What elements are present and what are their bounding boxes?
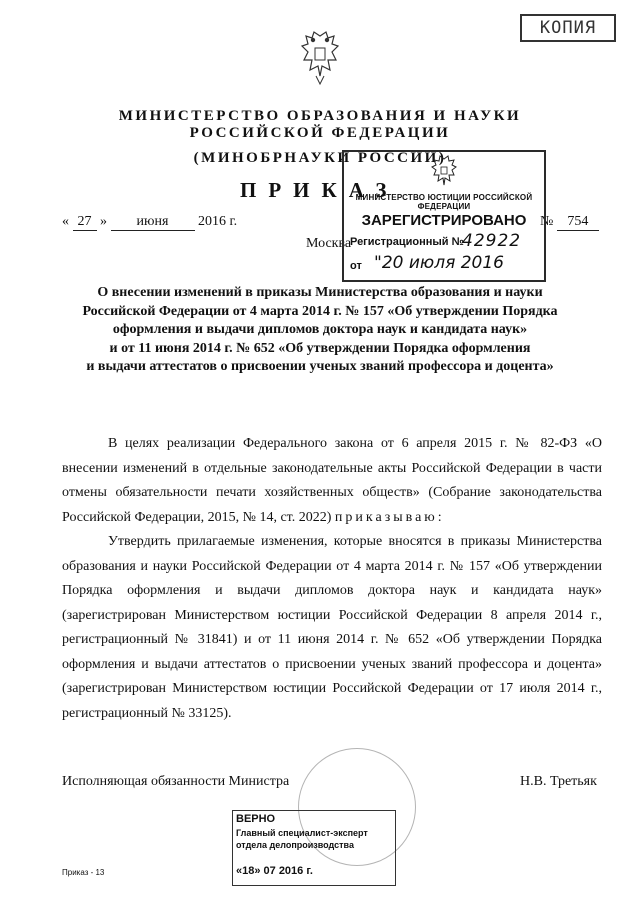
title-line: и выдачи аттестатов о присвоении ученых званий профессора и доцента»: [86, 359, 554, 374]
order-title: [70, 284, 570, 377]
stamp-status: ЗАРЕГИСТРИРОВАНО: [361, 212, 527, 229]
title-line: Российской Федерации от 4 марта 2014 г. № 157 «Об утверждении Порядка: [82, 303, 558, 319]
certification-stamp: [232, 810, 396, 886]
ministry-name: МИНИСТЕРСТВО ОБРАЗОВАНИЯ И НАУКИ: [118, 108, 522, 124]
registration-stamp: [342, 150, 546, 282]
date-close-quote: »: [100, 214, 107, 229]
verno-date: «18» 07 2016 г.: [236, 865, 313, 877]
signatory-name: Н.В. Третьяк: [520, 774, 597, 789]
preamble-text: В целях реализации Федерального закона от 6 апреля 2015 г. № 82-ФЗ «О внесении изменений в отдельные законодательные акты Российской Федерации в части отмены обязательности печати хозяйственных обществ» (Собрание законодательства Российской Федерации, 2015, № 14, ст. 2022): [62, 436, 602, 525]
order-date: [62, 214, 237, 231]
city: Москва: [306, 236, 352, 251]
order-number: [540, 214, 599, 231]
title-line: оформления и выдачи дипломов доктора наук и кандидата наук»: [112, 322, 528, 337]
stamp-coat-of-arms-icon: [430, 155, 458, 189]
stamp-date-value: "20 июля 2016: [374, 253, 504, 273]
title-line: О внесении изменений в приказы Министерства образования и науки: [97, 285, 543, 300]
stamp-agency: МИНИСТЕРСТВО ЮСТИЦИИ РОССИЙСКОЙ ФЕДЕРАЦИИ: [355, 193, 533, 211]
ministry-country: РОССИЙСКОЙ ФЕДЕРАЦИИ: [189, 125, 451, 141]
title-line: и от 11 июня 2014 г. № 652 «Об утверждении Порядка оформления: [109, 340, 531, 356]
number-value: 754: [557, 214, 599, 231]
document-type: ПРИКАЗ: [240, 178, 399, 202]
stamp-reg-number: 42922: [462, 231, 522, 251]
verno-department: отдела делопроизводства: [236, 840, 354, 850]
order-command: приказываю:: [334, 509, 445, 525]
date-day: 27: [73, 214, 97, 231]
date-year: 2016 г.: [198, 214, 238, 229]
coat-of-arms-icon: [298, 30, 342, 86]
signatory-position: Исполняющая обязанности Министра: [62, 774, 290, 789]
verno-title: ВЕРНО: [236, 813, 276, 825]
order-paragraph: [62, 530, 602, 726]
date-month: июня: [111, 214, 195, 231]
verno-position: Главный специалист-эксперт: [236, 828, 368, 838]
stamp-reg-label: Регистрационный №: [350, 236, 464, 248]
date-open-quote: «: [62, 214, 69, 229]
order-text: Утвердить прилагаемые изменения, которые вносятся в приказы Министерства образования и науки Российской Федерации от 4 марта 2014 г. № 157 «Об утверждении Порядка оформления и выдачи дипломов доктора наук и кандидата наук» (зарегистрирован Министерством юстиции Российской Федерации 8 апреля 2014 г., регистрационный № 31841) и от 11 июня 2014 г. № 652 «Об утверждении Порядка оформления и выдачи аттестатов о присвоении ученых званий профессора и доцента» (зарегистрирован Министерством юстиции Российской Федерации от 17 июля 2014 г., регистрационный № 33125).: [62, 534, 602, 721]
number-sign: №: [540, 214, 554, 229]
stamp-date-label: от: [350, 260, 362, 272]
footer-code: Приказ - 13: [62, 868, 105, 877]
preamble-paragraph: [62, 432, 602, 530]
ministry-short-name: (МИНОБРНАУКИ РОССИИ): [193, 150, 447, 166]
copy-stamp: КОПИЯ: [520, 14, 616, 42]
